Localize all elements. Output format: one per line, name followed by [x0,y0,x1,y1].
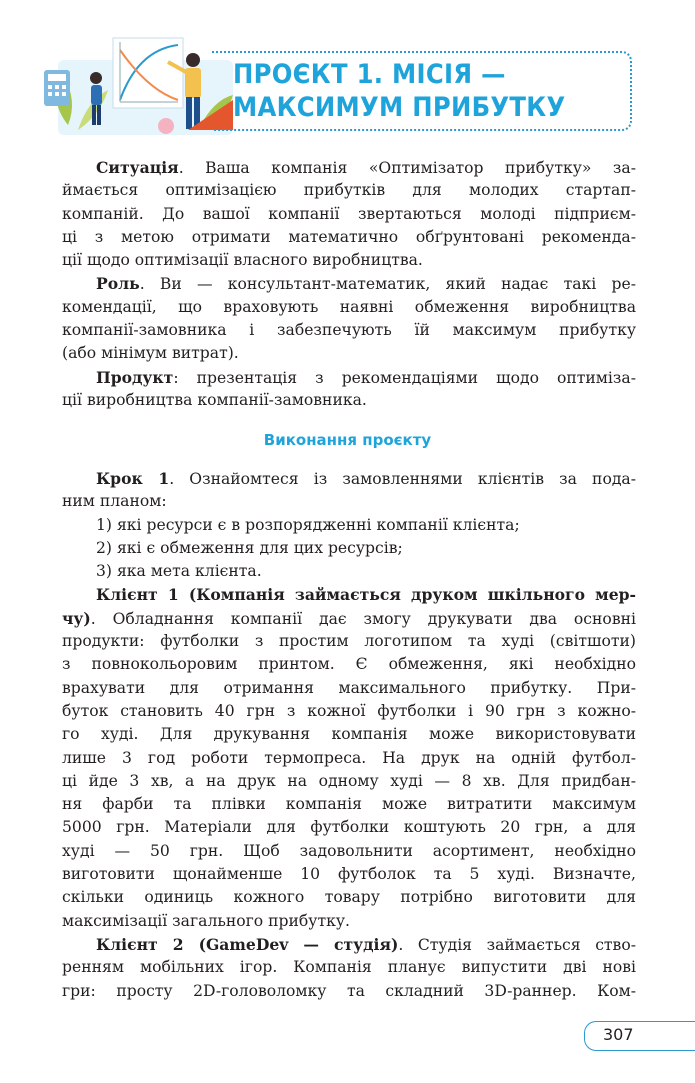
text-line: продукти: футболки з простим логотипом та худі (світшоти) [62,632,636,651]
text-line: ймається оптимізацією прибутків для молодих стартап- [62,181,636,200]
client1-label: Клієнт 1 (Компанія займається друком шкільного мер- [96,585,636,605]
title-line-2: МАКСИМУМ ПРИБУТКУ [233,92,566,123]
text-line: ним планом: [62,492,167,511]
text-line: з повнокольоровим принтом. Є обмеження, які необхідно [62,655,636,674]
text-line: компанії-замовника і забезпечують їй максимум прибутку [62,321,636,340]
client2-label: Клієнт 2 (GameDev — студія) [96,934,399,954]
list-item: 2) які є обмеження для цих ресурсів; [96,538,403,557]
text-line: . Обладнання компанії дає змогу друкувати два основні [90,609,636,628]
text-line: ренням мобільних ігор. Компанія планує випустити дві нові [62,958,636,977]
intro-block [62,156,636,412]
text-line: : презентація з рекомендаціями щодо оптиміза- [173,368,636,387]
role-label: Роль [96,274,140,294]
text-line: худі — 50 грн. Щоб задовольнити асортимент, необхідно [62,841,636,860]
client1-heading [62,583,636,606]
client1-line [62,607,636,630]
text-line: ня фарби та плівки компанія може витратити максимум [62,795,636,814]
list-item: 3) яка мета клієнта. [96,562,262,581]
text-line: . Студія займається ство- [398,935,636,954]
situation-line [62,156,636,179]
page-number: 307 [603,1025,634,1044]
text-line: . Ви — консультант-математик, який надає такі ре- [139,275,636,294]
client1-label-end: чу) [62,608,91,628]
text-line: (або мінімум витрат). [62,344,239,363]
text-line: врахувати для отримання максимального прибутку. При- [62,678,636,697]
role-line [62,272,636,295]
text-line: лише 3 год роботи термопреса. На друк на одній футбол- [62,748,636,767]
text-line: 5000 грн. Матеріали для футболки коштують 20 грн, а для [62,818,636,837]
step1-label: Крок 1 [96,469,170,488]
product-label: Продукт [96,367,174,387]
text-line: комендації, що враховують наявні обмеження виробництва [62,297,636,316]
step1-line [62,467,636,490]
page-title [233,58,633,124]
project-steps-block [62,467,636,1003]
text-line: го худі. Для друкування компанія може використовувати [62,725,636,744]
header-illustration [38,30,238,140]
text-line: ції щодо оптимізації власного виробництва. [62,251,423,270]
text-line: компаній. До вашої компанії звертаються молоді підприєм- [62,204,636,223]
section-heading: Виконання проєкту [263,431,432,449]
text-line: ції виробництва компанії-замовника. [62,390,367,409]
title-line-1: ПРОЄКТ 1. МІСІЯ — [233,59,506,90]
text-line: виготовити щонайменше 10 футболок та 5 худі. Визначте, [62,865,636,884]
text-line: . Ознайомтеся із замовленнями клієнтів за пода- [169,470,636,488]
text-line: ці з метою отримати математично обґрунтовані рекоменда- [62,227,636,246]
text-line: гри: просту 2D-головоломку та складний 3D-раннер. Ком- [62,981,636,1000]
list-item: 1) які ресурси є в розпорядженні компанії клієнта; [96,515,520,534]
page-number-frame [584,1021,695,1051]
text-line: максимізації загального прибутку. [62,911,350,930]
client2-line [62,933,636,956]
product-line [62,366,636,389]
text-line: ці йде 3 хв, а на друк на одному худі — 8 хв. Для придбан- [62,771,636,790]
text-line: буток становить 40 грн з кожної футболки і 90 грн з кожно- [62,701,636,720]
situation-label: Ситуація [96,158,179,177]
text-line: . Ваша компанія «Оптимізатор прибутку» за- [178,159,636,177]
text-line: скільки одиниць кожного товару потрібно виготовити для [62,888,636,907]
